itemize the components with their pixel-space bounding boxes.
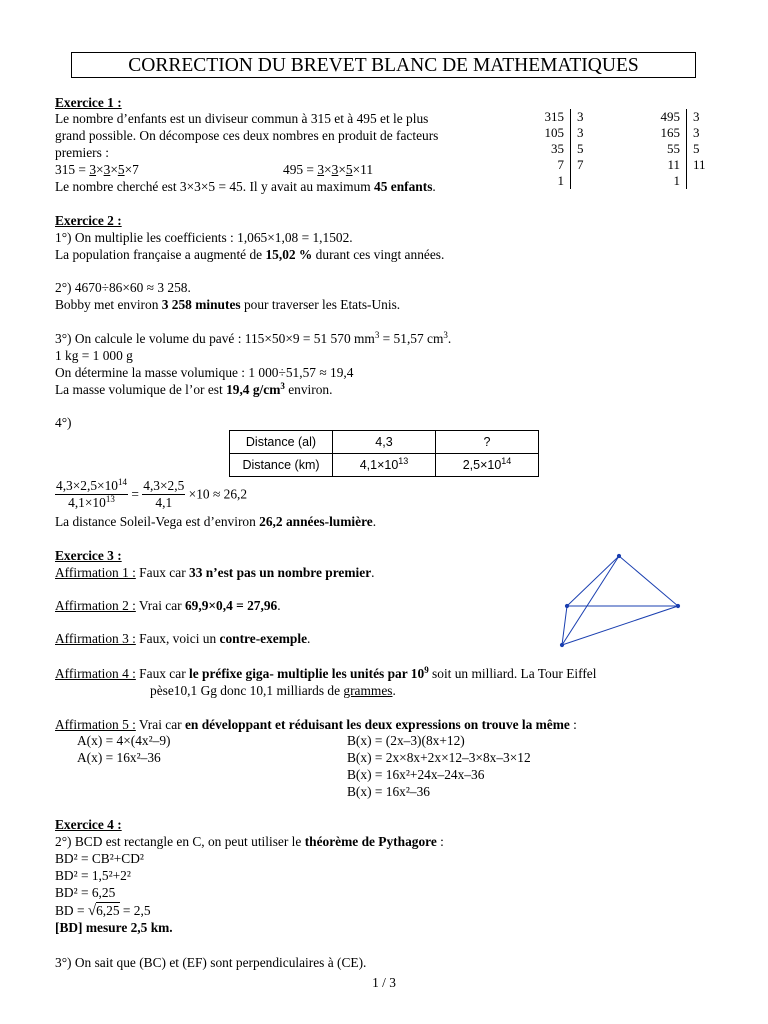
expression-b-line: B(x) = 16x²–36 (347, 784, 430, 799)
ex2-q3-line2: 1 kg = 1 000 g (55, 348, 133, 363)
division-factor: 3 (577, 109, 584, 124)
figure-point (617, 554, 620, 557)
figure-diagonal (562, 556, 619, 645)
ex2-q1-line2: La population française a augmenté de 15,02 % durant ces vingt années. (55, 247, 445, 262)
table-cell: Distance (km) (230, 454, 333, 477)
table-cell: 4,3 (333, 431, 436, 454)
expression-a-line: A(x) = 4×(4x²–9) (77, 733, 171, 748)
affirmation-1: Affirmation 1 : Faux car 33 n’est pas un nombre premier. (55, 565, 375, 580)
division-factor (687, 173, 716, 189)
exercise-1-heading: Exercice 1 : (55, 95, 122, 110)
division-dividend: 55 (648, 141, 687, 157)
table-cell: $4,1\times 10^{13}$ (333, 454, 436, 477)
ex1-conclusion: Le nombre cherché est 3×3×5 = 45. Il y avait au maximum 45 enfants. (55, 179, 436, 194)
division-row (530, 109, 597, 125)
page-title: CORRECTION DU BREVET BLANC DE MATHEMATIQUES (71, 52, 696, 78)
expression-b-line: B(x) = 16x²+24x–24x–36 (347, 767, 485, 782)
table-cell: $2,5\times 10^{14}$ (436, 454, 539, 477)
division-factor: 7 (577, 157, 584, 172)
page-number: 1 / 3 (372, 975, 396, 990)
distance-table (229, 430, 539, 477)
ex4-sqrt-line: BD = √6,25 = 2,5 (55, 903, 151, 919)
ex2-q2-line2: Bobby met environ 3 258 minutes pour traverser les Etats-Unis. (55, 297, 401, 312)
figure-quadrilateral (562, 556, 678, 645)
ex4-result: [BD] mesure 2,5 km. (55, 920, 173, 935)
division-row (648, 141, 715, 157)
division-dividend: 495 (648, 109, 687, 125)
division-dividend: 1 (648, 173, 687, 189)
affirmation-5: Affirmation 5 : Vrai car en développant et réduisant les deux expressions on trouve la même : (55, 717, 577, 732)
division-dividend: 165 (648, 125, 687, 141)
ex4-line: BD² = 6,25 (55, 885, 116, 900)
division-dividend: 11 (648, 157, 687, 173)
division-row (530, 173, 597, 189)
exercise-3-heading: Exercice 3 : (55, 548, 122, 563)
division-dividend: 315 (530, 109, 571, 125)
affirmation-3: Affirmation 3 : Faux, voici un contre-exemple. (55, 631, 311, 646)
affirmation-2: Affirmation 2 : Vrai car 69,9×0,4 = 27,96. (55, 598, 281, 613)
ex1-line: grand possible. On décompose ces deux nombres en produit de facteurs (55, 128, 439, 143)
division-factor: 5 (693, 141, 700, 156)
division-factor: 3 (577, 125, 584, 140)
division-factor: 11 (693, 157, 706, 172)
division-row (530, 157, 597, 173)
ex1-decomposition-315: 315 = 3×3×5×7 (55, 162, 139, 177)
ex4-line: BD² = 1,5²+2² (55, 868, 131, 883)
ex2-q1-line1: 1°) On multiplie les coefficients : 1,065×1,08 = 1,1502. (55, 230, 353, 245)
affirmation-4: Affirmation 4 : Faux car le préfixe giga- multiplie les unités par $10^9$ soit un milliard. La Tour Eiffel (55, 665, 597, 681)
division-dividend: 35 (530, 141, 571, 157)
ex2-q2-line1: 2°) 4670÷86×60 ≈ 3 258. (55, 280, 191, 295)
counter-example-figure (550, 550, 690, 650)
ex4-line: BD² = CB²+CD² (55, 851, 144, 866)
division-dividend: 1 (530, 173, 571, 189)
figure-point (676, 604, 679, 607)
exercise-2-heading: Exercice 2 : (55, 213, 122, 228)
expression-a-line: A(x) = 16x²–36 (77, 750, 161, 765)
expression-b-line: B(x) = (2x–3)(8x+12) (347, 733, 465, 748)
ex1-line: Le nombre d’enfants est un diviseur commun à 315 et à 495 et le plus (55, 111, 429, 126)
division-row (530, 125, 597, 141)
figure-point (565, 604, 568, 607)
division-dividend: 7 (530, 157, 571, 173)
division-row (648, 157, 715, 173)
affirmation-4-line2: pèse10,1 Gg donc 10,1 milliards de grammes. (150, 683, 396, 698)
division-table-315 (530, 109, 597, 189)
division-row (530, 141, 597, 157)
division-factor: 5 (577, 141, 584, 156)
ex2-q3-line4: La masse volumique de l’or est 19,4 $g/cm^3$ environ. (55, 381, 333, 397)
division-row (648, 173, 715, 189)
ex2-q4-fraction: $\frac{4,3\times 2,5\times 10^{14}}{4,1\times 10^{13}}$ = $\frac{4,3\times 2,5}{4,1}$ ×10 ≈ 26,2 (56, 477, 248, 510)
ex2-q3-line3: On détermine la masse volumique : 1 000÷51,57 ≈ 19,4 (55, 365, 354, 380)
ex2-q3-line1: 3°) On calcule le volume du pavé : 115×50×9 = 51 570 $mm^3 = 51,57$ $cm^3$. (55, 330, 452, 346)
expression-b-line: B(x) = 2x×8x+2x×12–3×8x–3×12 (347, 750, 531, 765)
division-dividend: 105 (530, 125, 571, 141)
division-factor: 3 (693, 125, 700, 140)
division-factor: 3 (693, 109, 700, 124)
ex4-q3: 3°) On sait que (BC) et (EF) sont perpendiculaires à (CE). (55, 955, 367, 970)
ex2-q4-conclusion: La distance Soleil-Vega est d’environ 26,2 années-lumière. (55, 514, 377, 529)
division-row (648, 109, 715, 125)
table-cell: ? (436, 431, 539, 454)
ex1-decomposition-495: 495 = 3×3×5×11 (283, 162, 374, 177)
ex4-q2: 2°) BCD est rectangle en C, on peut utiliser le théorème de Pythagore : (55, 834, 444, 849)
division-factor (571, 173, 598, 189)
figure-point (560, 643, 563, 646)
ex1-line: premiers : (55, 145, 109, 160)
ex2-q4-label: 4°) (55, 415, 72, 430)
division-table-495 (648, 109, 715, 189)
division-row (648, 125, 715, 141)
table-cell: Distance (al) (230, 431, 333, 454)
exercise-4-heading: Exercice 4 : (55, 817, 122, 832)
